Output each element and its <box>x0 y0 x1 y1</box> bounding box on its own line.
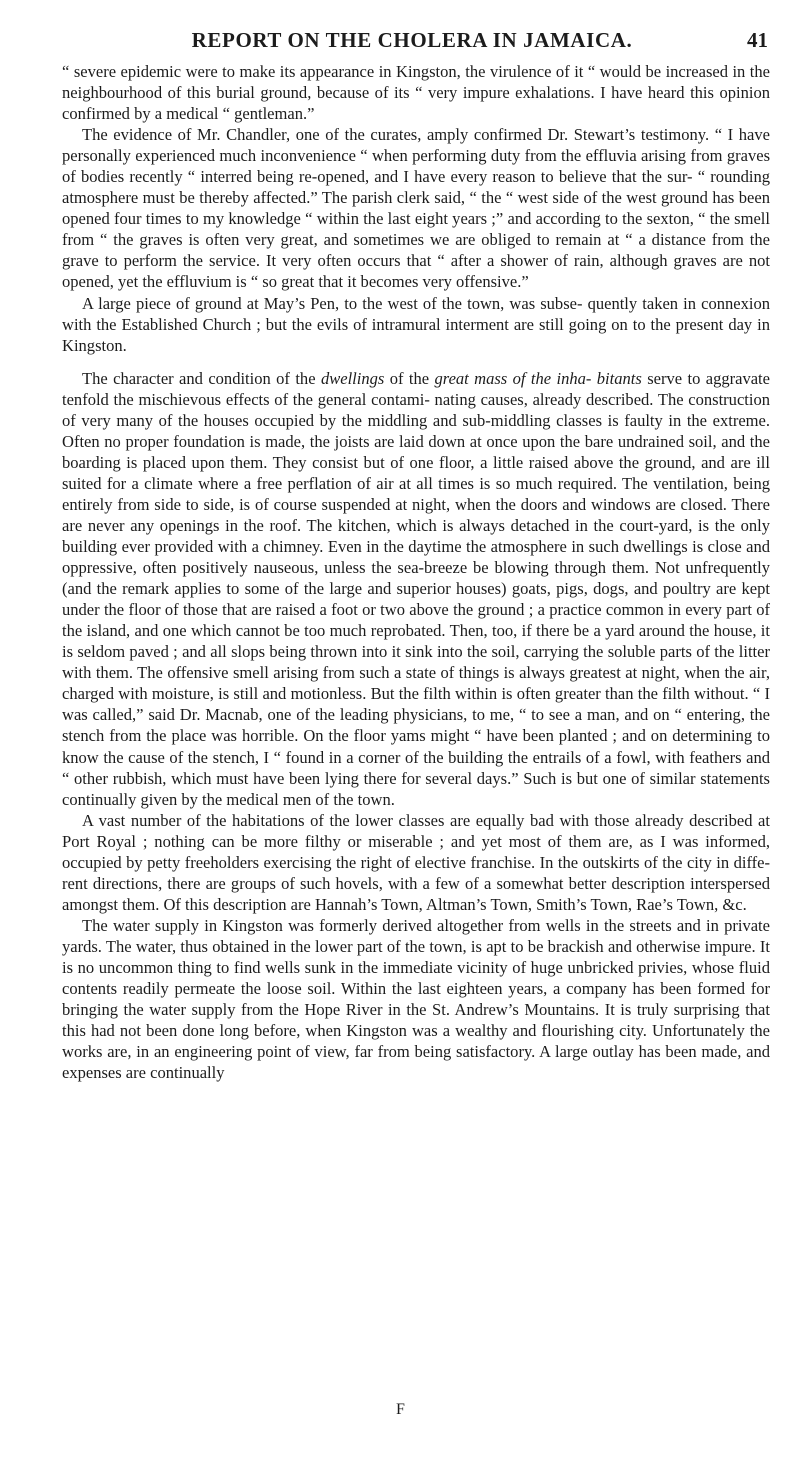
text-segment: The character and condition of the <box>82 368 321 388</box>
text-segment: of the <box>384 368 435 388</box>
page-header <box>54 28 770 58</box>
paragraph-water-supply: The water supply in Kingston was formerly derived altogether from wells in the streets and in private yards. The water, thus obtained in the lower part of the town, is apt to be brackish and otherwise impure. It is no uncommon thing to find wells sunk in the immediate vicinity of huge unbricked privies, whose fluid contents readily permeate the loose soil. Within the last eighteen years, a company has been formed for bringing the water supply from the Hope River in the St. Andrew’s Mountains. It is truly surprising that this had not been done long before, when Kingston was a wealthy and flourishing city. Unfortunately the works are, in an engineering point of view, far from being satisfactory. A large outlay has been made, and expenses are continually <box>62 915 770 1083</box>
italic-dwellings: dwellings <box>320 368 385 388</box>
text-segment: serve to aggravate tenfold the mischievous effects of the general contami- nating causes, already described. The construction of very many of the houses occupied by the middling and sub-middling classes is faulty in the extreme. Often no proper foundation is made, the joists are laid down at once upon the bare undrained soil, and the boarding is placed upon them. They consist but of one floor, a little raised above the ground, and are ill suited for a climate where a free perflation of air at all times is so much required. The ventilation, being entirely from side to side, is of course suspended at night, when the doors and windows are closed. There are never any openings in the roof. The kitchen, which is always detached in the court-yard, is the only building ever provided with a chimney. Even in the daytime the atmosphere in such dwellings is close and oppressive, often positively nauseous, unless the sea-breeze be blowing through them. Not unfrequently (and the remark applies to some of the large and superior houses) goats, pigs, dogs, and poultry are kept under the floor of those that are raised a foot or two above the ground ; a practice common in every part of the island, and one which cannot be too much reprobated. Then, too, if there be a yard around the house, it is seldom paved ; and all slops being thrown into it sink into the soil, carrying the soluble parts of the litter with them. The offensive smell arising from such a state of things is always greatest at night, when the air, charged with moisture, is still and motionless. But the filth within is often greater than the filth without. “ I was called,” said Dr. Macnab, one of the leading physicians, to me, “ to see a man, and on “ entering, the stench from the place was horrible. On the floor yams might “ have been planted ; and on determining to know the cause of the stench, I “ found in a corner of the building the entrails of a fowl, with feathers and “ other rubbish, which must have been lying there for several days.” Such is but one of similar statements continually given by the medical men of the town. <box>62 368 770 809</box>
paragraph-chandler-evidence: The evidence of Mr. Chandler, one of the curates, amply confirmed Dr. Stewart’s testimony. “ I have personally experienced much inconvenience “ when performing duty from the effluvia arising from graves of bodies recently “ interred being re-opened, and I have every reason to believe that the sur- “ rounding atmosphere must be thereby affected.” The parish clerk said, “ the “ west side of the west ground has been opened four times to my knowledge “ within the last eight years ;” and according to the sexton, “ the smell from “ the graves is often very great, and sometimes we are obliged to remain at “ a distance from the grave to perform the service. It very often occurs that “ after a shower of rain, although graves are not opened, yet the effluvium is “ so great that it becomes very offensive.” <box>62 125 770 292</box>
body-text <box>62 61 770 1083</box>
paragraph-habitations: A vast number of the habitations of the lower classes are equally bad with those already described at Port Royal ; nothing can be more filthy or miserable ; and yet most of them are, as I was informed, occupied by petty freeholders exercising the right of elective franchise. In the outskirts of the city in diffe- rent directions, there are groups of such hovels, with a few of a somewhat better description interspersed amongst them. Of this description are Hannah’s Town, Altman’s Town, Smith’s Town, Rae’s Town, &c. <box>62 810 770 914</box>
paragraph-quote-continuation: “ severe epidemic were to make its appearance in Kingston, the virulence of it “ would be increased in the neighbourhood of this burial ground, because of its “ very impure exhalations. I have heard this opinion confirmed by a medical “ gentleman.” <box>62 62 770 124</box>
page-number: 41 <box>747 28 768 52</box>
running-title: REPORT ON THE CHOLERA IN JAMAICA. <box>191 28 633 52</box>
signature-mark: F <box>396 1401 405 1418</box>
paragraph-mays-pen: A large piece of ground at May’s Pen, to the west of the town, was subse- quently taken in connexion with the Established Church ; but the evils of intramural interment are still going on to the present day in Kingston. <box>62 293 770 355</box>
italic-great-mass: great mass of the inha- bitants <box>434 368 642 388</box>
paragraph-dwellings <box>62 368 770 810</box>
